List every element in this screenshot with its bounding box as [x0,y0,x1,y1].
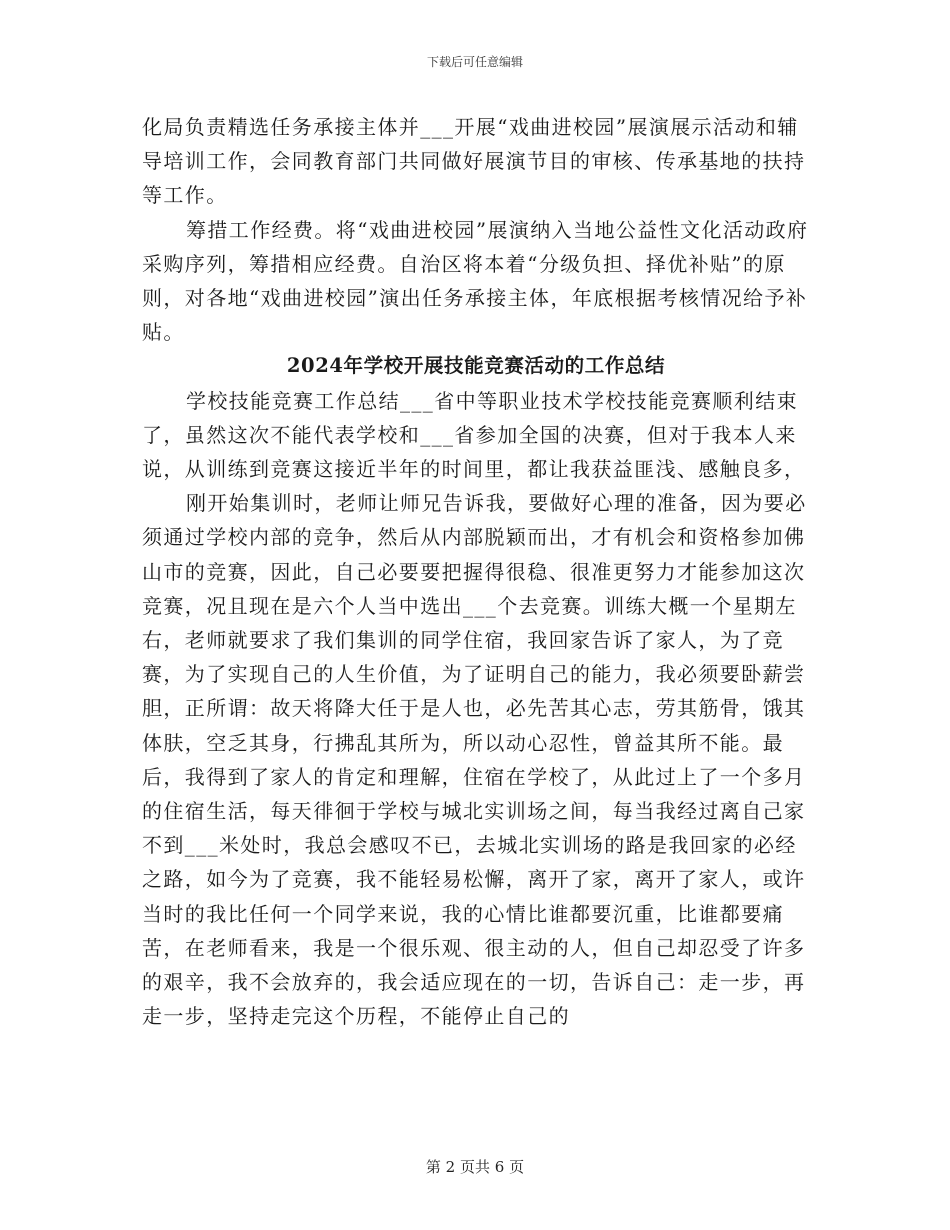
page-footer: 第 2 页共 6 页 [425,1158,525,1176]
paragraph-continued: 化局负责精选任务承接主体并___开展“戏曲进校园”展演展示活动和辅导培训工作，会同教育部门共同做好展演节目的审核、传承基地的扶持等工作。 [142,115,806,208]
page-header: 下载后可任意编辑 [426,55,523,69]
paragraph-funding: 筹措工作经费。将“戏曲进校园”展演纳入当地公益性文化活动政府采购序列，筹措相应经费。自治区将本着“分级负担、择优补贴”的原则，对各地“戏曲进校园”演出任务承接主体，年底根据考核情况给予补贴。 [142,217,809,345]
section-title: 2024年学校开展技能竞赛活动的工作总结 [286,354,666,378]
document-body [142,110,810,1033]
paragraph-intro: 学校技能竞赛工作总结___省中等职业技术学校技能竞赛顺利结束了，虽然这次不能代表学校和___省参加全国的决赛，但对于我本人来说，从训练到竞赛这接近半年的时间里，都让我获益匪浅、感触良多， [142,388,806,482]
paragraph-training: 刚开始集训时，老师让师兄告诉我，要做好心理的准备，因为要必须通过学校内部的竞争，然后从内部脱颖而出，才有机会和资格参加佛山市的竞赛，因此，自己必要要把握得很稳、很准更努力才能参加这次竞赛，况且现在是六个人当中选出___个去竞赛。训练大概一个星期左右，老师就要求了我们集训的同学住宿，我回家告诉了家人，为了竞赛，为了实现自己的人生价值，为了证明自己的能力，我必须要卧薪尝胆，正所谓：故天将降大任于是人也，必先苦其心志，劳其筋骨，饿其体肤，空乏其身，行拂乱其所为，所以动心忍性，曾益其所不能。最后，我得到了家人的肯定和理解，住宿在学校了，从此过上了一个多月的住宿生活，每天徘徊于学校与城北实训场之间，每当我经过离自己家不到___米处时，我总会感叹不已，去城北实训场的路是我回家的必经之路，如今为了竞赛，我不能轻易松懈，离开了家，离开了家人，或许当时的我比任何一个同学来说，我的心情比谁都要沉重，比谁都要痛苦，在老师看来，我是一个很乐观、很主动的人，但自己却忍受了许多的艰辛，我不会放弃的，我会适应现在的一切，告诉自己：走一步，再走一步，坚持走完这个历程，不能停止自己的 [142,491,807,1029]
